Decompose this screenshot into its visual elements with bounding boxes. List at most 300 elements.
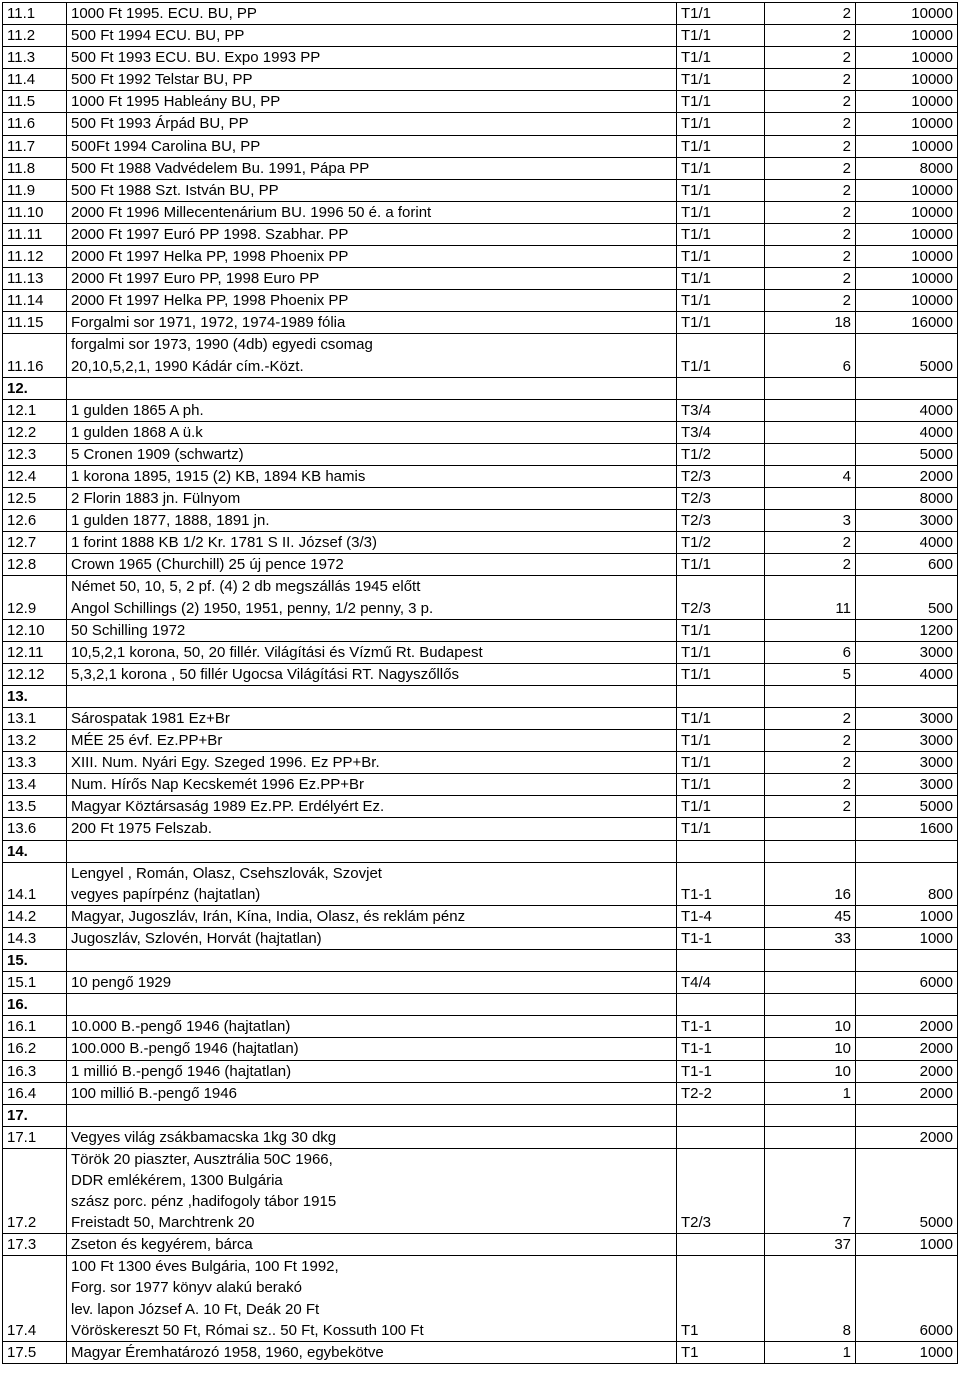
item-grade-cell: T3/4 (677, 399, 765, 421)
item-price-cell: 10000 (856, 91, 958, 113)
item-price-cell: 10000 (856, 69, 958, 91)
item-quantity-cell (765, 972, 856, 994)
item-quantity-cell: 16 (765, 862, 856, 905)
item-id-cell: 11.5 (3, 91, 67, 113)
item-grade-cell: T1/1 (677, 290, 765, 312)
item-price-cell (856, 840, 958, 862)
item-description-cell: 1000 Ft 1995 Hableány BU, PP (67, 91, 677, 113)
item-grade-cell: T1/1 (677, 223, 765, 245)
table-row (3, 905, 958, 927)
table-row (3, 421, 958, 443)
item-id-cell: 16.3 (3, 1060, 67, 1082)
item-price-cell (856, 994, 958, 1016)
item-id-cell: 12.1 (3, 399, 67, 421)
item-description-cell: Sárospatak 1981 Ez+Br (67, 708, 677, 730)
item-quantity-cell: 1 (765, 1082, 856, 1104)
item-id-cell: 12.5 (3, 488, 67, 510)
item-price-cell: 1600 (856, 818, 958, 840)
item-grade-cell: T1/1 (677, 113, 765, 135)
item-grade-cell: T2/3 (677, 488, 765, 510)
item-id-cell: 17. (3, 1104, 67, 1126)
item-price-cell (856, 1104, 958, 1126)
item-price-cell: 600 (856, 554, 958, 576)
item-description-cell: 200 Ft 1975 Felszab. (67, 818, 677, 840)
item-id-cell: 15.1 (3, 972, 67, 994)
item-id-cell: 16.2 (3, 1038, 67, 1060)
item-grade-cell: T2/3 (677, 1148, 765, 1233)
item-quantity-cell: 6 (765, 334, 856, 377)
item-description-cell: Forgalmi sor 1971, 1972, 1974-1989 fólia (67, 312, 677, 334)
item-grade-cell: T1/2 (677, 443, 765, 465)
table-row (3, 113, 958, 135)
item-grade-cell (677, 685, 765, 707)
item-price-cell: 800 (856, 862, 958, 905)
item-price-cell: 10000 (856, 47, 958, 69)
item-id-cell: 12.11 (3, 641, 67, 663)
item-price-cell: 4000 (856, 399, 958, 421)
item-price-cell: 10000 (856, 135, 958, 157)
item-description-cell: 10.000 B.-pengő 1946 (hajtatlan) (67, 1016, 677, 1038)
item-description-cell: Jugoszláv, Szlovén, Horvát (hajtatlan) (67, 927, 677, 949)
item-quantity-cell: 10 (765, 1038, 856, 1060)
item-quantity-cell: 2 (765, 752, 856, 774)
item-quantity-cell: 2 (765, 91, 856, 113)
item-description-cell: 1 gulden 1868 A ü.k (67, 421, 677, 443)
item-quantity-cell: 1 (765, 1341, 856, 1363)
table-row (3, 730, 958, 752)
item-id-cell: 14. (3, 840, 67, 862)
item-id-cell: 14.2 (3, 905, 67, 927)
item-price-cell: 6000 (856, 1256, 958, 1341)
item-grade-cell: T1/1 (677, 246, 765, 268)
item-id-cell: 14.1 (3, 862, 67, 905)
item-quantity-cell: 2 (765, 708, 856, 730)
item-quantity-cell (765, 1104, 856, 1126)
table-row (3, 25, 958, 47)
item-id-cell: 11.8 (3, 157, 67, 179)
table-row (3, 69, 958, 91)
item-grade-cell: T1-1 (677, 1060, 765, 1082)
table-row (3, 972, 958, 994)
item-price-cell: 500 (856, 576, 958, 619)
item-description-cell: 2000 Ft 1997 Helka PP, 1998 Phoenix PP (67, 290, 677, 312)
item-quantity-cell (765, 421, 856, 443)
item-description-cell: Num. Hírős Nap Kecskemét 1996 Ez.PP+Br (67, 774, 677, 796)
item-description-cell: 2 Florin 1883 jn. Fülnyom (67, 488, 677, 510)
item-quantity-cell: 33 (765, 927, 856, 949)
table-row (3, 179, 958, 201)
table-row (3, 641, 958, 663)
item-quantity-cell: 2 (765, 25, 856, 47)
item-description-cell: 1 korona 1895, 1915 (2) KB, 1894 KB hamis (67, 465, 677, 487)
item-description-cell: 1 gulden 1877, 1888, 1891 jn. (67, 510, 677, 532)
item-quantity-cell: 5 (765, 663, 856, 685)
item-id-cell: 13.4 (3, 774, 67, 796)
item-quantity-cell (765, 840, 856, 862)
item-grade-cell: T2-2 (677, 1082, 765, 1104)
item-grade-cell: T1/2 (677, 532, 765, 554)
item-quantity-cell: 2 (765, 290, 856, 312)
item-price-cell: 10000 (856, 201, 958, 223)
item-price-cell: 4000 (856, 663, 958, 685)
item-id-cell: 13.6 (3, 818, 67, 840)
table-row (3, 443, 958, 465)
table-row (3, 91, 958, 113)
item-id-cell: 12.4 (3, 465, 67, 487)
item-grade-cell (677, 950, 765, 972)
table-row (3, 927, 958, 949)
item-id-cell: 11.12 (3, 246, 67, 268)
item-grade-cell: T1 (677, 1256, 765, 1341)
item-id-cell: 13.5 (3, 796, 67, 818)
item-quantity-cell: 10 (765, 1060, 856, 1082)
item-price-cell: 3000 (856, 510, 958, 532)
item-description-cell: 10 pengő 1929 (67, 972, 677, 994)
item-description-cell: 100.000 B.-pengő 1946 (hajtatlan) (67, 1038, 677, 1060)
item-price-cell: 10000 (856, 246, 958, 268)
item-grade-cell: T1/1 (677, 619, 765, 641)
item-grade-cell: T3/4 (677, 421, 765, 443)
table-row (3, 818, 958, 840)
table-row (3, 774, 958, 796)
section-header-row (3, 840, 958, 862)
item-id-cell: 11.13 (3, 268, 67, 290)
section-header-row (3, 1104, 958, 1126)
item-quantity-cell: 2 (765, 532, 856, 554)
item-description-cell: 5,3,2,1 korona , 50 fillér Ugocsa Világítási RT. Nagyszőllős (67, 663, 677, 685)
item-id-cell: 11.16 (3, 334, 67, 377)
item-price-cell: 8000 (856, 157, 958, 179)
item-id-cell: 11.4 (3, 69, 67, 91)
table-row (3, 554, 958, 576)
item-grade-cell: T1/1 (677, 25, 765, 47)
table-row (3, 532, 958, 554)
item-description-cell: 1 forint 1888 KB 1/2 Kr. 1781 S II. József (3/3) (67, 532, 677, 554)
item-grade-cell: T1-1 (677, 1016, 765, 1038)
item-description-cell (67, 950, 677, 972)
item-id-cell: 12.3 (3, 443, 67, 465)
table-row (3, 157, 958, 179)
item-description-cell: 1 millió B.-pengő 1946 (hajtatlan) (67, 1060, 677, 1082)
item-price-cell: 2000 (856, 1060, 958, 1082)
item-price-cell: 2000 (856, 1038, 958, 1060)
item-description-cell: MÉE 25 évf. Ez.PP+Br (67, 730, 677, 752)
item-quantity-cell (765, 443, 856, 465)
table-row (3, 399, 958, 421)
item-price-cell: 10000 (856, 25, 958, 47)
item-price-cell: 10000 (856, 223, 958, 245)
table-row (3, 510, 958, 532)
item-quantity-cell: 8 (765, 1256, 856, 1341)
item-quantity-cell: 11 (765, 576, 856, 619)
item-grade-cell: T1/1 (677, 201, 765, 223)
item-description-cell: 500 Ft 1993 Árpád BU, PP (67, 113, 677, 135)
item-quantity-cell (765, 950, 856, 972)
item-quantity-cell: 45 (765, 905, 856, 927)
item-price-cell (856, 950, 958, 972)
item-quantity-cell (765, 399, 856, 421)
table-row (3, 201, 958, 223)
item-description-cell: 100 millió B.-pengő 1946 (67, 1082, 677, 1104)
item-id-cell: 12.2 (3, 421, 67, 443)
item-description-cell (67, 685, 677, 707)
item-description-cell: 5 Cronen 1909 (schwartz) (67, 443, 677, 465)
item-description-cell: 500 Ft 1988 Vadvédelem Bu. 1991, Pápa PP (67, 157, 677, 179)
item-id-cell: 15. (3, 950, 67, 972)
item-price-cell: 5000 (856, 796, 958, 818)
item-id-cell: 12.6 (3, 510, 67, 532)
item-quantity-cell (765, 1126, 856, 1148)
item-description-cell: Magyar, Jugoszláv, Irán, Kína, India, Olasz, és reklám pénz (67, 905, 677, 927)
item-price-cell: 2000 (856, 465, 958, 487)
table-row (3, 862, 958, 905)
item-id-cell: 11.11 (3, 223, 67, 245)
item-price-cell: 3000 (856, 774, 958, 796)
item-price-cell: 3000 (856, 752, 958, 774)
item-quantity-cell: 4 (765, 465, 856, 487)
item-id-cell: 11.9 (3, 179, 67, 201)
item-id-cell: 17.3 (3, 1234, 67, 1256)
item-grade-cell: T4/4 (677, 972, 765, 994)
item-grade-cell: T1/1 (677, 818, 765, 840)
item-id-cell: 11.2 (3, 25, 67, 47)
item-price-cell: 2000 (856, 1126, 958, 1148)
item-id-cell: 11.14 (3, 290, 67, 312)
item-grade-cell: T1/1 (677, 135, 765, 157)
item-quantity-cell: 2 (765, 179, 856, 201)
table-row (3, 752, 958, 774)
item-description-cell: 500 Ft 1994 ECU. BU, PP (67, 25, 677, 47)
table-row (3, 1038, 958, 1060)
item-price-cell: 3000 (856, 730, 958, 752)
item-quantity-cell: 37 (765, 1234, 856, 1256)
table-row (3, 488, 958, 510)
item-price-cell (856, 377, 958, 399)
item-quantity-cell: 2 (765, 554, 856, 576)
item-price-cell (856, 685, 958, 707)
item-price-cell: 2000 (856, 1082, 958, 1104)
item-description-cell: 2000 Ft 1997 Euro PP, 1998 Euro PP (67, 268, 677, 290)
item-id-cell: 14.3 (3, 927, 67, 949)
item-grade-cell: T1/1 (677, 663, 765, 685)
item-grade-cell: T2/3 (677, 510, 765, 532)
item-price-cell: 3000 (856, 708, 958, 730)
item-description-cell: 500 Ft 1992 Telstar BU, PP (67, 69, 677, 91)
item-price-cell: 10000 (856, 290, 958, 312)
item-description-cell: 2000 Ft 1996 Millecentenárium BU. 1996 50 é. a forint (67, 201, 677, 223)
item-grade-cell: T1/1 (677, 796, 765, 818)
item-quantity-cell: 7 (765, 1148, 856, 1233)
item-description-cell: Crown 1965 (Churchill) 25 új pence 1972 (67, 554, 677, 576)
item-quantity-cell: 10 (765, 1016, 856, 1038)
table-row (3, 290, 958, 312)
table-row (3, 1148, 958, 1233)
item-description-cell (67, 1104, 677, 1126)
item-grade-cell: T1/1 (677, 752, 765, 774)
table-row (3, 246, 958, 268)
item-quantity-cell (765, 488, 856, 510)
table-row (3, 312, 958, 334)
item-quantity-cell: 2 (765, 157, 856, 179)
item-id-cell: 12.8 (3, 554, 67, 576)
section-header-row (3, 685, 958, 707)
item-id-cell: 17.1 (3, 1126, 67, 1148)
item-price-cell: 10000 (856, 3, 958, 25)
item-price-cell: 1000 (856, 1234, 958, 1256)
item-grade-cell: T1/1 (677, 312, 765, 334)
item-grade-cell: T1/1 (677, 268, 765, 290)
item-id-cell: 12. (3, 377, 67, 399)
item-grade-cell (677, 1234, 765, 1256)
item-price-cell: 5000 (856, 1148, 958, 1233)
item-grade-cell (677, 1104, 765, 1126)
item-grade-cell: T1/1 (677, 554, 765, 576)
table-row (3, 223, 958, 245)
catalog-body (3, 3, 958, 1364)
item-grade-cell: T1/1 (677, 157, 765, 179)
table-row (3, 1256, 958, 1341)
item-description-cell: forgalmi sor 1973, 1990 (4db) egyedi csomag 20,10,5,2,1, 1990 Kádár cím.-Közt. (67, 334, 677, 377)
item-id-cell: 11.15 (3, 312, 67, 334)
table-row (3, 1126, 958, 1148)
item-price-cell: 8000 (856, 488, 958, 510)
item-description-cell: 500 Ft 1993 ECU. BU. Expo 1993 PP (67, 47, 677, 69)
item-price-cell: 1000 (856, 905, 958, 927)
table-row (3, 3, 958, 25)
section-header-row (3, 994, 958, 1016)
item-id-cell: 11.1 (3, 3, 67, 25)
item-quantity-cell: 6 (765, 641, 856, 663)
item-description-cell: 50 Schilling 1972 (67, 619, 677, 641)
item-description-cell: 1 gulden 1865 A ph. (67, 399, 677, 421)
section-header-row (3, 377, 958, 399)
table-row (3, 1234, 958, 1256)
table-row (3, 576, 958, 619)
catalog-table (2, 2, 958, 1364)
item-grade-cell: T1-4 (677, 905, 765, 927)
item-price-cell: 2000 (856, 1016, 958, 1038)
item-description-cell (67, 994, 677, 1016)
item-id-cell: 13.3 (3, 752, 67, 774)
item-price-cell: 4000 (856, 421, 958, 443)
item-description-cell: 1000 Ft 1995. ECU. BU, PP (67, 3, 677, 25)
item-quantity-cell: 2 (765, 246, 856, 268)
table-row (3, 619, 958, 641)
table-row (3, 268, 958, 290)
item-description-cell: Német 50, 10, 5, 2 pf. (4) 2 db megszállás 1945 előtt Angol Schillings (2) 1950, 1951, penny, 1/2 penny, 3 p. (67, 576, 677, 619)
item-description-cell: Zseton és kegyérem, bárca (67, 1234, 677, 1256)
item-id-cell: 17.2 (3, 1148, 67, 1233)
item-description-cell: Vegyes világ zsákbamacska 1kg 30 dkg (67, 1126, 677, 1148)
item-grade-cell (677, 1126, 765, 1148)
item-price-cell: 16000 (856, 312, 958, 334)
item-price-cell: 4000 (856, 532, 958, 554)
table-row (3, 708, 958, 730)
item-grade-cell: T1/1 (677, 91, 765, 113)
table-row (3, 1082, 958, 1104)
table-row (3, 465, 958, 487)
item-description-cell: Magyar Köztársaság 1989 Ez.PP. Erdélyért Ez. (67, 796, 677, 818)
item-description-cell: 2000 Ft 1997 Euró PP 1998. Szabhar. PP (67, 223, 677, 245)
item-quantity-cell (765, 994, 856, 1016)
item-price-cell: 10000 (856, 179, 958, 201)
item-id-cell: 12.7 (3, 532, 67, 554)
item-id-cell: 12.12 (3, 663, 67, 685)
item-quantity-cell: 2 (765, 774, 856, 796)
item-price-cell: 10000 (856, 268, 958, 290)
item-grade-cell: T2/3 (677, 576, 765, 619)
item-id-cell: 12.10 (3, 619, 67, 641)
item-grade-cell (677, 377, 765, 399)
item-grade-cell: T1/1 (677, 774, 765, 796)
item-grade-cell: T1-1 (677, 927, 765, 949)
item-id-cell: 11.10 (3, 201, 67, 223)
item-quantity-cell: 2 (765, 3, 856, 25)
item-id-cell: 11.3 (3, 47, 67, 69)
item-id-cell: 11.6 (3, 113, 67, 135)
item-description-cell: 10,5,2,1 korona, 50, 20 fillér. Világítási és Vízmű Rt. Budapest (67, 641, 677, 663)
item-id-cell: 11.7 (3, 135, 67, 157)
item-price-cell: 1000 (856, 1341, 958, 1363)
table-row (3, 334, 958, 377)
item-description-cell: Magyar Éremhatározó 1958, 1960, egybekötve (67, 1341, 677, 1363)
item-quantity-cell: 3 (765, 510, 856, 532)
section-header-row (3, 950, 958, 972)
item-price-cell: 1200 (856, 619, 958, 641)
table-row (3, 1341, 958, 1363)
item-grade-cell: T1/1 (677, 641, 765, 663)
item-grade-cell: T1-1 (677, 1038, 765, 1060)
item-price-cell: 6000 (856, 972, 958, 994)
item-grade-cell: T1/1 (677, 708, 765, 730)
item-description-cell: Lengyel , Román, Olasz, Csehszlovák, Szovjet vegyes papírpénz (hajtatlan) (67, 862, 677, 905)
item-id-cell: 16.1 (3, 1016, 67, 1038)
table-row (3, 1060, 958, 1082)
item-id-cell: 12.9 (3, 576, 67, 619)
item-quantity-cell: 2 (765, 268, 856, 290)
item-description-cell: XIII. Num. Nyári Egy. Szeged 1996. Ez PP+Br. (67, 752, 677, 774)
item-id-cell: 16. (3, 994, 67, 1016)
item-grade-cell: T1/1 (677, 730, 765, 752)
item-id-cell: 16.4 (3, 1082, 67, 1104)
item-price-cell: 5000 (856, 443, 958, 465)
item-price-cell: 5000 (856, 334, 958, 377)
item-quantity-cell: 2 (765, 201, 856, 223)
item-grade-cell: T2/3 (677, 465, 765, 487)
item-description-cell: 100 Ft 1300 éves Bulgária, 100 Ft 1992, Forg. sor 1977 könyv alakú berakó lev. lapon József A. 10 Ft, Deák 20 Ft Vöröskereszt 50 Ft, Római sz.. 50 Ft, Kossuth 100 Ft (67, 1256, 677, 1341)
item-description-cell: 500 Ft 1988 Szt. István BU, PP (67, 179, 677, 201)
item-id-cell: 13.2 (3, 730, 67, 752)
item-grade-cell: T1/1 (677, 3, 765, 25)
item-quantity-cell: 2 (765, 135, 856, 157)
item-description-cell: Török 20 piaszter, Ausztrália 50C 1966, DDR emlékérem, 1300 Bulgária szász porc. pénz ,hadifogoly tábor 1915 Freistadt 50, Marchtrenk 20 (67, 1148, 677, 1233)
item-description-cell (67, 377, 677, 399)
item-quantity-cell (765, 818, 856, 840)
table-row (3, 796, 958, 818)
item-description-cell: 500Ft 1994 Carolina BU, PP (67, 135, 677, 157)
item-quantity-cell: 2 (765, 47, 856, 69)
item-description-cell (67, 840, 677, 862)
item-id-cell: 17.5 (3, 1341, 67, 1363)
item-quantity-cell: 18 (765, 312, 856, 334)
item-grade-cell: T1/1 (677, 69, 765, 91)
item-quantity-cell: 2 (765, 113, 856, 135)
item-grade-cell (677, 840, 765, 862)
table-row (3, 135, 958, 157)
item-quantity-cell (765, 377, 856, 399)
item-id-cell: 13.1 (3, 708, 67, 730)
item-quantity-cell (765, 685, 856, 707)
